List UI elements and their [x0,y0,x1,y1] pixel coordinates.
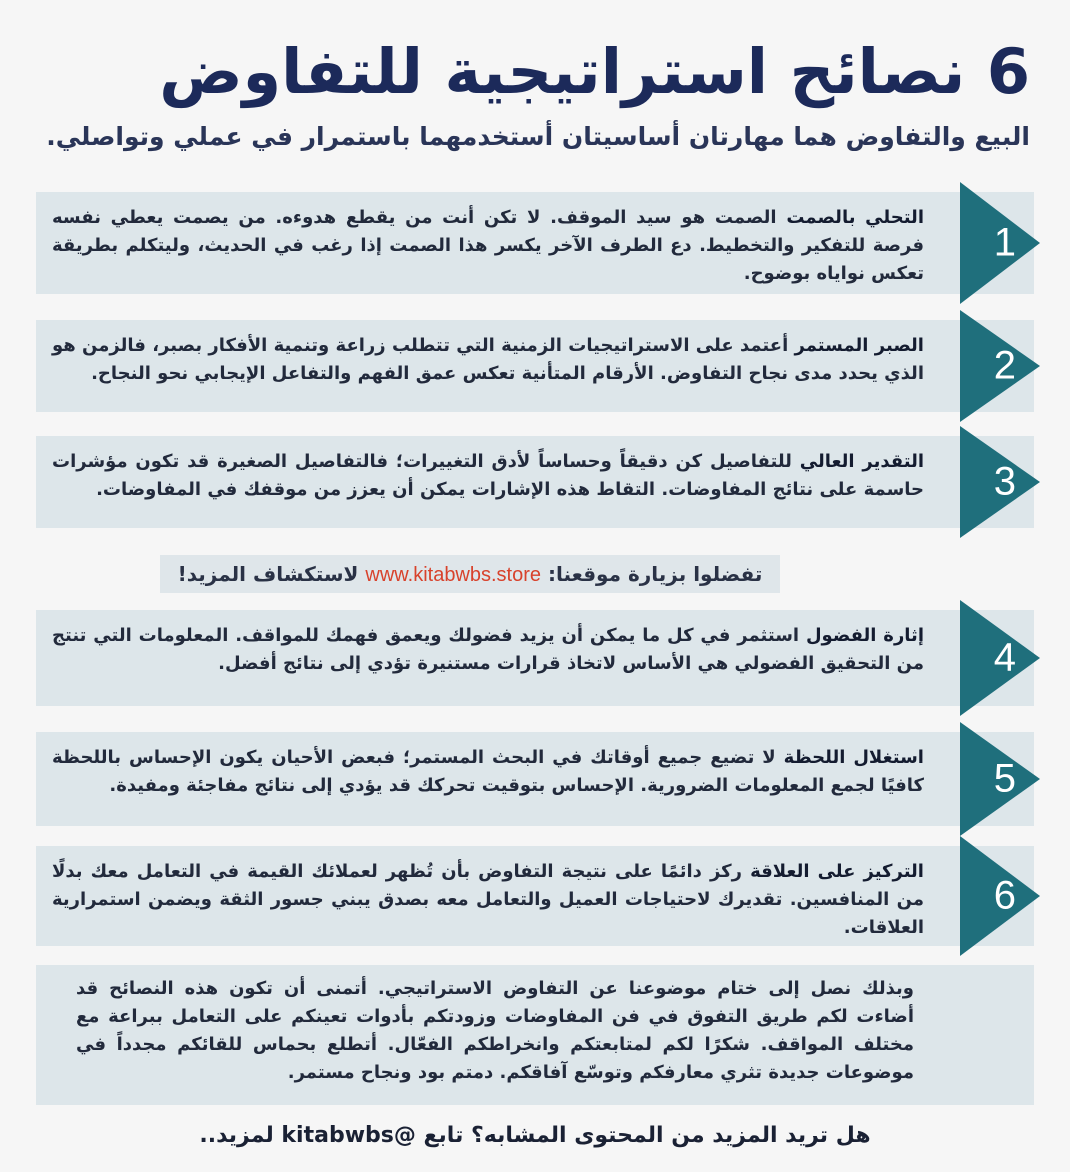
tip-card-4 [36,610,1034,706]
tip-heading: استغلال اللحظة [783,747,924,768]
tip-text [52,744,924,800]
tip-card-3 [36,436,1034,528]
website-link[interactable]: www.kitabwbs.store [365,564,542,586]
tip-card-2 [36,320,1034,412]
tip-card-1 [36,192,1034,294]
tip-heading: الصبر المستمر [794,335,924,356]
tip-text [52,858,924,942]
tip-heading: التقدير العالي [799,451,925,472]
promo-text-before: تفضلوا بزيارة موقعنا: [548,562,763,586]
tip-body: لا تضيع جميع أوقاتك في البحث المستمر؛ فبعض الأحيان يكون الإحساس باللحظة كافيًا لجمع المعلومات الضرورية. الإحساس بتوقيت تحركك قد يؤدي إلى نتائج مفاجئة ومفيدة. [52,747,924,796]
tip-heading: التركيز على العلاقة [750,861,924,882]
tip-body: للتفاصيل كن دقيقاً وحساساً لأدق التغييرات؛ فالتفاصيل الصغيرة قد تكون مؤشرات حاسمة على نتائج المفاوضات. التقاط هذه الإشارات يمكن أن يعزز من موقفك في المفاوضات. [52,451,924,500]
tip-text [52,622,924,678]
tip-number: 5 [993,756,1016,801]
tip-text [52,332,924,388]
tip-number: 1 [993,220,1016,265]
tip-number: 6 [993,873,1016,918]
tip-number: 3 [993,459,1016,504]
tip-text [52,448,924,504]
footer-cta: هل تريد المزيد من المحتوى المشابه؟ تابع @kitabwbs لمزيد.. [199,1123,871,1148]
tip-number: 2 [993,343,1016,388]
promo-banner [160,555,780,593]
promo-text-after: لاستكشاف المزيد! [177,562,359,586]
tip-body: ركز دائمًا على نتيجة التفاوض بأن تُظهر لعملائك القيمة في التعامل معك بدلًا من المنافسين. تقديرك لاحتياجات العميل والتعامل معه بصدق يبني جسور الثقة ويضمن استمرارية العلاقات. [52,861,924,938]
tip-text [52,204,924,288]
closing-text: وبذلك نصل إلى ختام موضوعنا عن التفاوض الاستراتيجي. أتمنى أن تكون هذه النصائح قد أضاءت لكم طريق التفوق في فن المفاوضات وزودتكم بأدوات تعينكم على التعامل ببراعة مع مختلف المواقف. شكرًا لكم لمتابعتكم وانخراطكم الفعّال. أتطلع بحماس للقائكم مجدداً في موضوعات جديدة تثري معارفكم وتوسّع آفاقكم. دمتم بود ونجاح مستمر. [76,978,914,1083]
page-subtitle: البيع والتفاوض هما مهارتان أساسيتان أستخدمهما باستمرار في عملي وتواصلي. [46,122,1030,151]
tip-body: الصمت هو سيد الموقف. لا تكن أنت من يقطع هدوءه. من يصمت يعطي نفسه فرصة للتفكير والتخطيط. دع الطرف الآخر يكسر هذا الصمت إذا رغب في الحديث، وليتكلم بطريقة تعكس نواياه بوضوح. [52,207,924,284]
tip-heading: التحلي بالصمت [786,207,924,228]
tip-body: استثمر في كل ما يمكن أن يزيد فضولك ويعمق فهمك للمواقف. المعلومات التي تنتج من التحقيق الفضولي هي الأساس لاتخاذ قرارات مستنيرة تؤدي إلى نتائج أفضل. [52,625,924,674]
page-title: 6 نصائح استراتيجية للتفاوض [159,35,1030,108]
closing-card [36,965,1034,1105]
tip-body: أعتمد على الاستراتيجيات الزمنية التي تتطلب زراعة وتنمية الأفكار بصبر، فالزمن هو الذي يحدد مدى نجاح التفاوض. الأرقام المتأنية تعكس عمق الفهم والتفاعل الإيجابي نحو النجاح. [52,335,924,384]
tip-card-6 [36,846,1034,946]
tip-card-5 [36,732,1034,826]
tip-number: 4 [993,635,1016,680]
tip-heading: إثارة الفضول [805,625,924,646]
